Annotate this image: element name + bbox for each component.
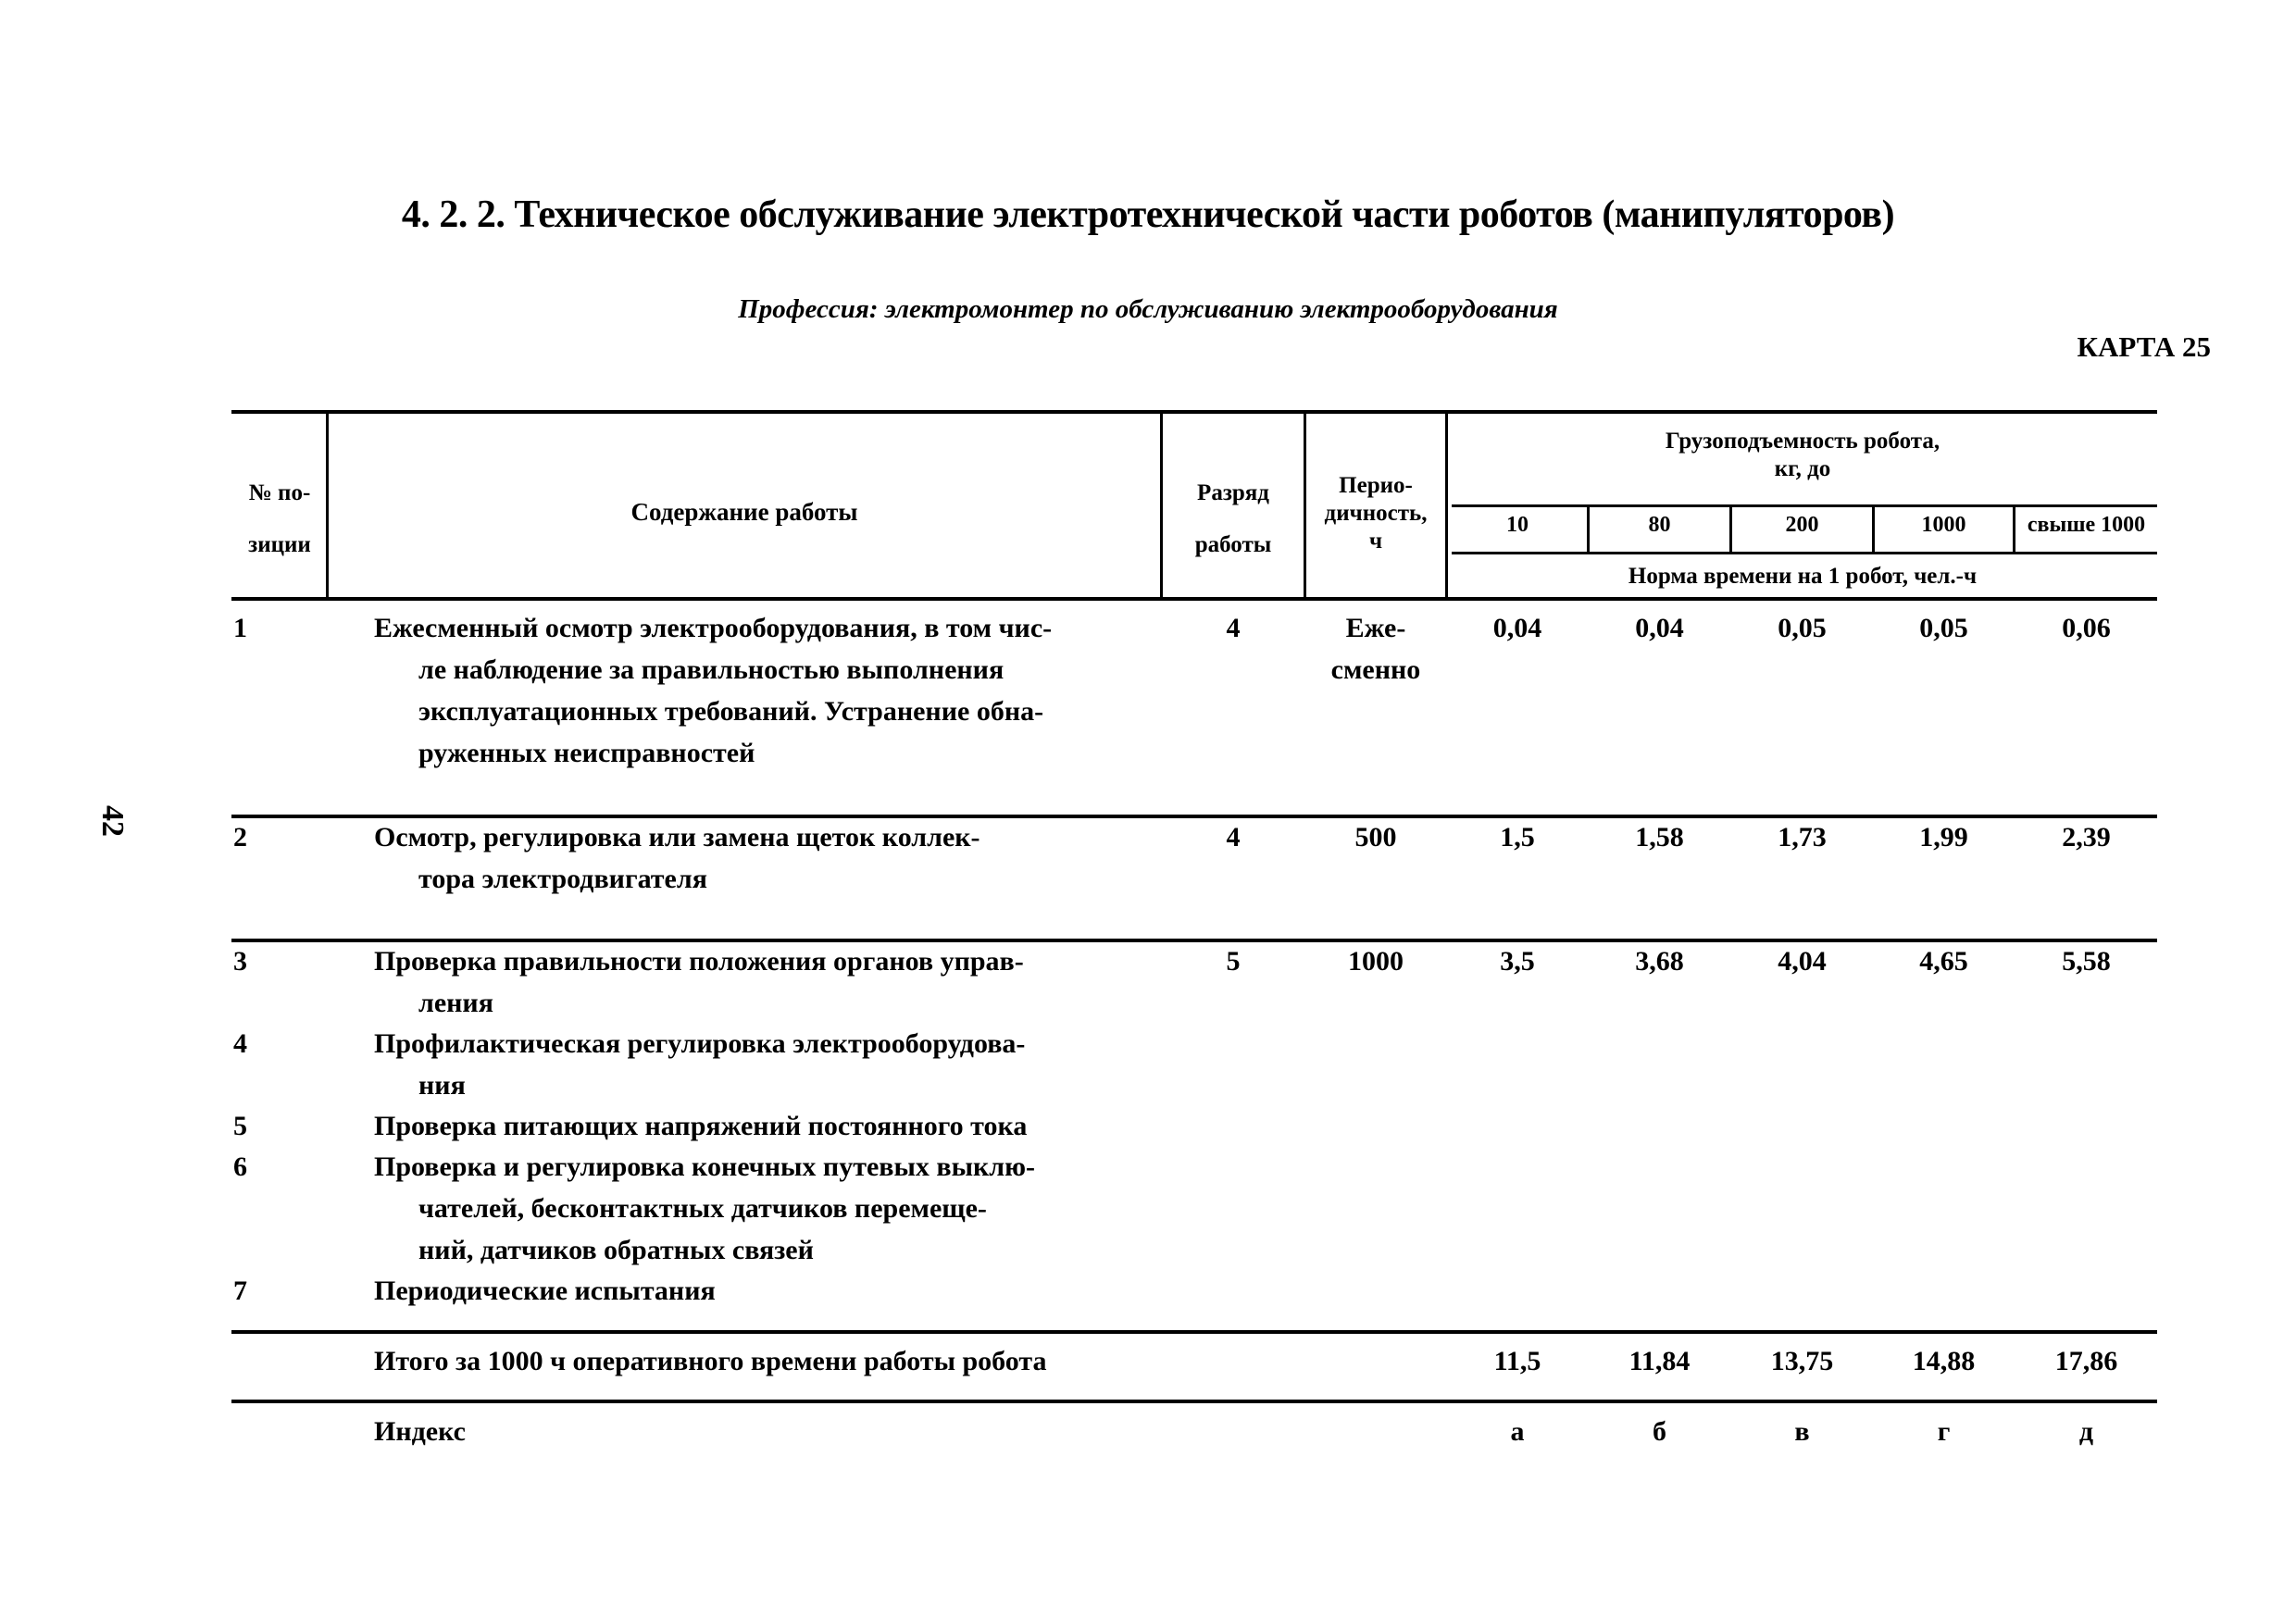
profession-subtitle: Профессия: электромонтер по обслуживанию электрооборудования xyxy=(738,294,1558,324)
row-1-content xyxy=(374,607,1152,774)
capacity-10: 10 xyxy=(1506,513,1529,537)
content-line: Проверка правильности положения органов управ- xyxy=(374,946,1024,977)
row-2-periodicity: 500 xyxy=(1354,822,1397,853)
row-1-value-80: 0,04 xyxy=(1635,613,1684,643)
total-value-10: 11,5 xyxy=(1493,1346,1541,1376)
row-4-content xyxy=(374,1023,1152,1106)
content-line: Осмотр, регулировка или замена щеток коллек- xyxy=(374,822,980,853)
table-top-rule xyxy=(231,410,2157,414)
document-title: 4. 2. 2. Техническое обслуживание электротехнической части роботов (манипуляторов) xyxy=(401,193,1895,236)
capacity-over-1000: свыше 1000 xyxy=(2027,513,2146,537)
row-3-value-200: 4,04 xyxy=(1778,946,1827,977)
capacity-values-rule xyxy=(1452,552,2157,554)
row-2-content xyxy=(374,816,1152,900)
header-periodicity: Перио- дичность, ч xyxy=(1324,473,1428,554)
header-bottom-rule xyxy=(231,597,2157,601)
row-3-value-10: 3,5 xyxy=(1500,946,1535,977)
row-2-value-over-1000: 2,39 xyxy=(2062,822,2111,853)
row-2-value-80: 1,58 xyxy=(1635,822,1684,853)
index-v: в xyxy=(1794,1416,1810,1447)
capacity-1000: 1000 xyxy=(1921,513,1966,537)
content-line: Периодические испытания xyxy=(374,1276,716,1306)
row-1-grade: 4 xyxy=(1226,613,1241,643)
content-line: Ежесменный осмотр электрооборудования, в том чис- xyxy=(374,613,1053,643)
row-1-value-200: 0,05 xyxy=(1778,613,1827,643)
row-2-value-10: 1,5 xyxy=(1500,822,1535,853)
capacity-group-rule xyxy=(1452,504,2157,507)
row-separator-4 xyxy=(231,1400,2157,1403)
row-5-content xyxy=(374,1105,1152,1147)
card-label: КАРТА 25 xyxy=(2077,330,2211,363)
row-6-content xyxy=(374,1146,1152,1271)
row-3-value-1000: 4,65 xyxy=(1919,946,1968,977)
row-1-value-1000: 0,05 xyxy=(1919,613,1968,643)
header-norm: Норма времени на 1 робот, чел.-ч xyxy=(1628,564,1978,589)
row-7-position: 7 xyxy=(233,1276,247,1306)
header-capacity-group: Грузоподъемность робота, кг, до xyxy=(1665,429,1940,481)
row-1-value-10: 0,04 xyxy=(1492,613,1542,643)
total-value-200: 13,75 xyxy=(1770,1346,1834,1376)
total-label: Итого за 1000 ч оперативного времени работы робота xyxy=(374,1346,1047,1376)
header-position: № по- зиции xyxy=(248,480,311,557)
content-line: Профилактическая регулировка электрооборудова- xyxy=(374,1028,1026,1059)
header-content: Содержание работы xyxy=(630,498,858,526)
capacity-80: 80 xyxy=(1648,513,1671,537)
index-b: б xyxy=(1653,1416,1666,1447)
content-line: тора электродвигателя xyxy=(418,864,707,894)
content-line: Проверка питающих напряжений постоянного тока xyxy=(374,1111,1028,1141)
content-line: руженных неисправностей xyxy=(418,738,755,768)
index-label: Индекс xyxy=(374,1416,466,1447)
row-separator-3 xyxy=(231,1330,2157,1334)
row-2-value-200: 1,73 xyxy=(1778,822,1827,853)
index-a: а xyxy=(1510,1416,1525,1447)
row-1-periodicity: Еже- сменно xyxy=(1330,613,1421,685)
row-3-value-80: 3,68 xyxy=(1635,946,1684,977)
row-6-position: 6 xyxy=(233,1151,247,1182)
row-1-position: 1 xyxy=(233,613,247,643)
index-g: г xyxy=(1937,1416,1951,1447)
content-line: эксплуатационных требований. Устранение обна- xyxy=(418,696,1044,727)
index-d: д xyxy=(2078,1416,2094,1447)
total-value-over-1000: 17,86 xyxy=(2054,1346,2118,1376)
header-grade: Разряд работы xyxy=(1194,480,1272,557)
row-4-position: 4 xyxy=(233,1028,247,1059)
content-line: чателей, бесконтактных датчиков перемеще- xyxy=(418,1193,987,1224)
row-3-content xyxy=(374,940,1152,1024)
content-line: ления xyxy=(418,988,493,1018)
content-line: ний, датчиков обратных связей xyxy=(418,1235,814,1265)
row-2-position: 2 xyxy=(233,822,247,853)
row-2-grade: 4 xyxy=(1226,822,1241,853)
row-7-content xyxy=(374,1270,1152,1312)
capacity-200: 200 xyxy=(1785,513,1819,537)
content-line: ле наблюдение за правильностью выполнения xyxy=(418,654,1004,685)
content-line: ния xyxy=(418,1070,466,1101)
row-5-position: 5 xyxy=(233,1111,247,1141)
row-2-value-1000: 1,99 xyxy=(1919,822,1968,853)
total-value-80: 11,84 xyxy=(1628,1346,1691,1376)
row-3-position: 3 xyxy=(233,946,247,977)
content-line: Проверка и регулировка конечных путевых выклю- xyxy=(374,1151,1036,1182)
row-3-periodicity: 1000 xyxy=(1348,946,1404,977)
page-number: 42 xyxy=(95,805,130,837)
total-value-1000: 14,88 xyxy=(1912,1346,1976,1376)
row-1-value-over-1000: 0,06 xyxy=(2062,613,2111,643)
row-3-grade: 5 xyxy=(1226,946,1241,977)
row-3-value-over-1000: 5,58 xyxy=(2062,946,2111,977)
